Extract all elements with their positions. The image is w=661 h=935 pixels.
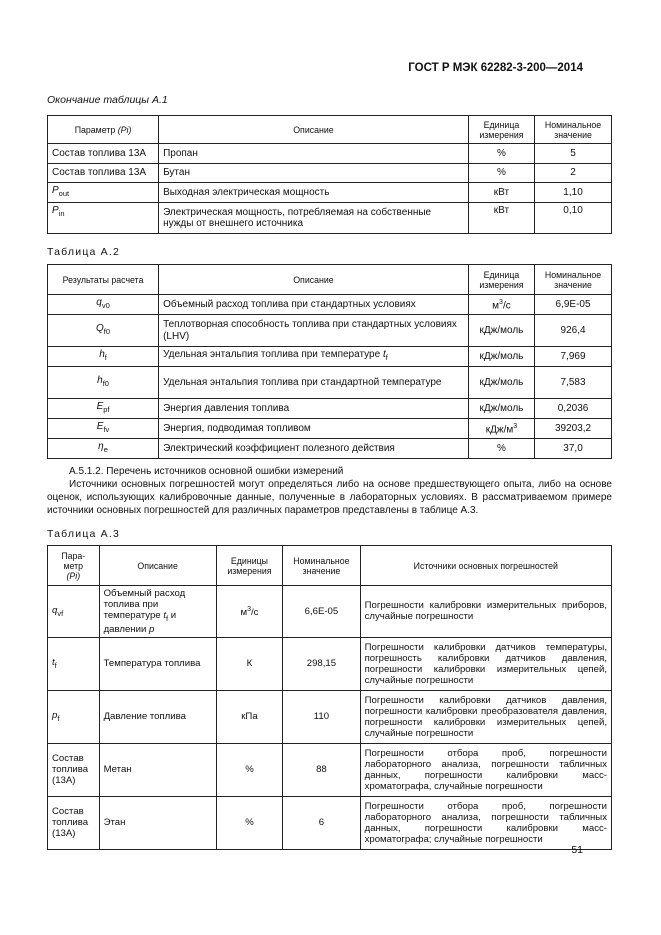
- table-header-row: [48, 546, 612, 586]
- header-nominal: Номинальное значение: [535, 265, 612, 295]
- table-row: [48, 203, 612, 234]
- cell-unit: кВт: [468, 203, 534, 234]
- table-header-row: [48, 265, 612, 295]
- cell-unit: кДж/моль: [468, 367, 534, 399]
- header-unit: Единицы измерения: [216, 546, 283, 586]
- cell-symbol: $P_{out}$: [48, 183, 159, 203]
- cell-sources: Погрешности калибровки датчиков давления, погрешности калибровки преобразователя давления, погрешности калибровки измерительных цепей, случайные погрешности: [360, 690, 611, 743]
- cell-symbol: $h_{f0}$: [48, 367, 159, 399]
- cell-unit: кДж/моль: [468, 399, 534, 419]
- cell-value: 0,2036: [535, 399, 612, 419]
- cell-description: Электрическая мощность, потребляемая на собственные нужды от внешнего источника: [159, 203, 469, 234]
- cell-description: Выходная электрическая мощность: [159, 183, 469, 203]
- table-row: [48, 796, 612, 849]
- cell-description: Бутан: [159, 164, 469, 183]
- cell-value: 88: [283, 743, 360, 796]
- cell-value: 6,6E-05: [283, 586, 360, 638]
- table-row: [48, 367, 612, 399]
- header-unit: Единица измерения: [468, 116, 534, 144]
- cell-parameter: Состав топлива 13А: [48, 164, 159, 183]
- cell-sources: Погрешности калибровки измерительных приборов, случайные погрешности: [360, 586, 611, 638]
- table-row: [48, 144, 612, 164]
- cell-value: 7,583: [535, 367, 612, 399]
- cell-unit: %: [468, 144, 534, 164]
- cell-description: Температура топлива: [99, 637, 216, 690]
- header-description: Описание: [159, 116, 469, 144]
- cell-unit: %: [468, 164, 534, 183]
- cell-symbol: $q_{v0}$: [48, 295, 159, 315]
- table-row: [48, 743, 612, 796]
- cell-value: 110: [283, 690, 360, 743]
- cell-description: Энергия, подводимая топливом: [159, 419, 469, 439]
- cell-value: 6: [283, 796, 360, 849]
- cell-unit: кДж/моль: [468, 347, 534, 367]
- cell-unit: кДж/$м^3$: [468, 419, 534, 439]
- cell-unit: %: [216, 743, 283, 796]
- cell-sources: Погрешности отбора проб, погрешности лабораторного анализа, погрешности табличных данных, погрешности калибровки масс-хроматографа, случайные погрешности: [360, 743, 611, 796]
- cell-description: Объемный расход топлива при стандартных условиях: [159, 295, 469, 315]
- cell-symbol: $E_{pf}$: [48, 399, 159, 419]
- cell-parameter: Состав топлива (13А): [48, 796, 100, 849]
- cell-value: 926,4: [535, 315, 612, 347]
- table-row: [48, 315, 612, 347]
- header-result: Результаты расчета: [48, 265, 159, 295]
- section-text: [47, 465, 612, 517]
- cell-unit: %: [468, 439, 534, 459]
- cell-value: 0,10: [535, 203, 612, 234]
- section-heading: А.5.1.2. Перечень источников основной ошибки измерений: [69, 466, 344, 477]
- table-a2: [47, 264, 612, 459]
- cell-value: 298,15: [283, 637, 360, 690]
- cell-description: Удельная энтальпия топлива при стандартной температуре: [159, 367, 469, 399]
- cell-value: 5: [535, 144, 612, 164]
- cell-description: Теплотворная способность топлива при стандартных условиях (LHV): [159, 315, 469, 347]
- table2-caption: Таблица А.2: [47, 246, 121, 258]
- section-body: Источники основных погрешностей могут определяться либо на основе предшествующего опыта, либо на основе оценок, использующих калибровочные данные, полученные в лабораторных условиях. В рассматриваемом примере источники основных погрешностей для различных параметров представлены в таблице А.3.: [47, 479, 612, 516]
- cell-parameter: Состав топлива 13А: [48, 144, 159, 164]
- table-row: [48, 419, 612, 439]
- table1-caption: Окончание таблицы А.1: [47, 94, 168, 106]
- cell-value: 7,969: [535, 347, 612, 367]
- cell-description: Давление топлива: [99, 690, 216, 743]
- cell-description: Электрический коэффициент полезного действия: [159, 439, 469, 459]
- cell-symbol: $E_{fv}$: [48, 419, 159, 439]
- cell-unit: %: [216, 796, 283, 849]
- cell-sources: Погрешности калибровки датчиков температуры, погрешность калибровки датчиков давления, погрешности калибровки измерительных цепей, случайные погрешности: [360, 637, 611, 690]
- header-description: Описание: [99, 546, 216, 586]
- cell-description: Пропан: [159, 144, 469, 164]
- table-row: [48, 347, 612, 367]
- cell-symbol: $t_f$: [48, 637, 100, 690]
- table-a1: [47, 115, 612, 234]
- table-a3: [47, 545, 612, 850]
- header-parameter: Пара-метр (Pi): [48, 546, 100, 586]
- standard-designation: ГОСТ Р МЭК 62282-3-200—2014: [408, 62, 583, 74]
- cell-sources: Погрешности отбора проб, погрешности лабораторного анализа, погрешности табличных данных, погрешности калибровки масс-хроматографа; случайные погрешности: [360, 796, 611, 849]
- cell-value: 6,9E-05: [535, 295, 612, 315]
- cell-unit: кДж/моль: [468, 315, 534, 347]
- table-row: [48, 586, 612, 638]
- table-row: [48, 637, 612, 690]
- table-row: [48, 295, 612, 315]
- table3-caption: Таблица А.3: [47, 528, 121, 540]
- cell-description: Энергия давления топлива: [159, 399, 469, 419]
- cell-value: 1,10: [535, 183, 612, 203]
- cell-symbol: $p_f$: [48, 690, 100, 743]
- cell-symbol: $h_f$: [48, 347, 159, 367]
- header-unit: Единица измерения: [468, 265, 534, 295]
- cell-unit: $м^3/с$: [468, 295, 534, 315]
- cell-parameter: Состав топлива (13А): [48, 743, 100, 796]
- table-row: [48, 183, 612, 203]
- cell-symbol: $Q_{f0}$: [48, 315, 159, 347]
- cell-unit: кПа: [216, 690, 283, 743]
- cell-symbol: $P_{in}$: [48, 203, 159, 234]
- cell-description: Объемный расход топлива при температуре $t_f$ и давлении p: [99, 586, 216, 638]
- header-nominal: Номинальное значение: [535, 116, 612, 144]
- cell-value: 2: [535, 164, 612, 183]
- cell-unit: $м^3/с$: [216, 586, 283, 638]
- cell-unit: К: [216, 637, 283, 690]
- table-row: [48, 439, 612, 459]
- header-parameter: Параметр (Pi): [48, 116, 159, 144]
- cell-description: Метан: [99, 743, 216, 796]
- cell-unit: кВт: [468, 183, 534, 203]
- cell-symbol: $\eta_e$: [48, 439, 159, 459]
- cell-value: 37,0: [535, 439, 612, 459]
- cell-description: Этан: [99, 796, 216, 849]
- table-header-row: [48, 116, 612, 144]
- cell-value: 39203,2: [535, 419, 612, 439]
- cell-symbol: $q_{vf}$: [48, 586, 100, 638]
- table-row: [48, 164, 612, 183]
- header-sources: Источники основных погрешностей: [360, 546, 611, 586]
- page-number: 51: [571, 844, 583, 856]
- header-nominal: Номинальное значение: [283, 546, 360, 586]
- table-row: [48, 690, 612, 743]
- cell-description: Удельная энтальпия топлива при температуре $t_f$: [159, 347, 469, 367]
- table-row: [48, 399, 612, 419]
- header-description: Описание: [159, 265, 469, 295]
